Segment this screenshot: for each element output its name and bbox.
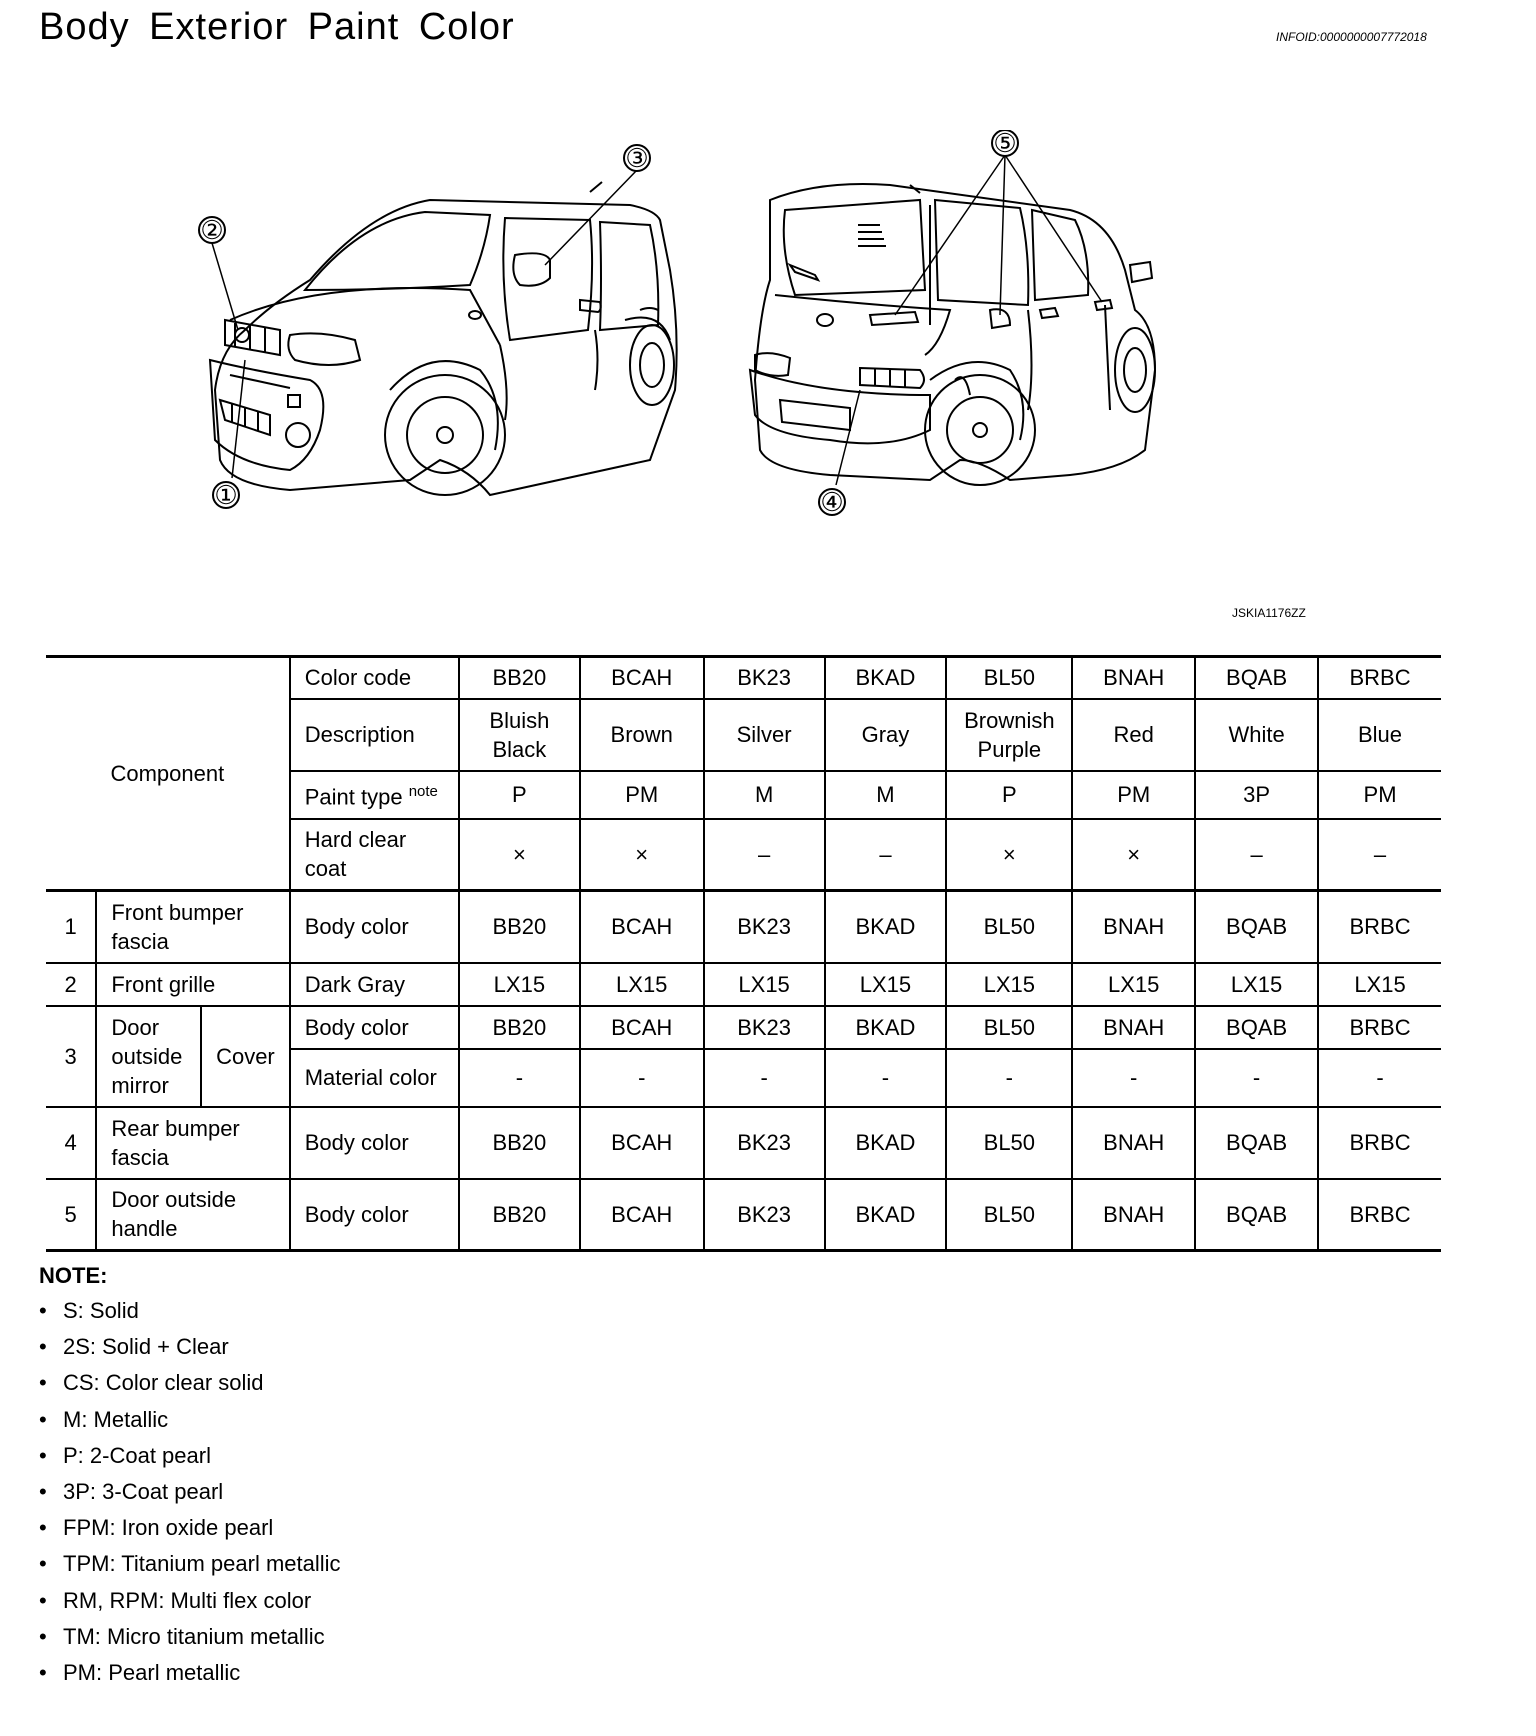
row-value: BK23 bbox=[704, 1107, 825, 1179]
svg-text:①: ① bbox=[214, 480, 238, 510]
row-value: BNAH bbox=[1072, 1006, 1195, 1049]
paint-type: P bbox=[946, 771, 1072, 819]
color-code: BB20 bbox=[459, 657, 580, 699]
notes-list bbox=[39, 1296, 341, 1694]
component-name: Rear bumper fascia bbox=[96, 1107, 289, 1179]
row-value: LX15 bbox=[1195, 963, 1318, 1006]
list-item: • FPM: Iron oxide pearl bbox=[39, 1513, 341, 1549]
hard-clear-coat: – bbox=[704, 819, 825, 891]
row-value: LX15 bbox=[704, 963, 825, 1006]
table-row bbox=[46, 891, 1441, 963]
color-description: White bbox=[1195, 699, 1318, 771]
row-value: BRBC bbox=[1318, 891, 1441, 963]
list-item: • P: 2-Coat pearl bbox=[39, 1441, 341, 1477]
row-attribute: Body color bbox=[290, 1179, 459, 1251]
row-value: - bbox=[1195, 1049, 1318, 1107]
list-item: • TPM: Titanium pearl metallic bbox=[39, 1549, 341, 1585]
hard-clear-label: Hard clear coat bbox=[290, 819, 459, 891]
color-code-label: Color code bbox=[290, 657, 459, 699]
front-view-car bbox=[210, 182, 677, 495]
row-value: BK23 bbox=[704, 891, 825, 963]
row-value: BCAH bbox=[580, 1179, 704, 1251]
svg-text:③: ③ bbox=[625, 143, 649, 173]
row-value: LX15 bbox=[459, 963, 580, 1006]
row-value: LX15 bbox=[580, 963, 704, 1006]
color-code: BL50 bbox=[946, 657, 1072, 699]
component-name: Door outside handle bbox=[96, 1179, 289, 1251]
hard-clear-coat: × bbox=[1072, 819, 1195, 891]
list-item: • S: Solid bbox=[39, 1296, 341, 1332]
paint-type-label bbox=[290, 771, 459, 819]
row-value: BCAH bbox=[580, 1107, 704, 1179]
component-number: 5 bbox=[46, 1179, 96, 1251]
row-value: BB20 bbox=[459, 1179, 580, 1251]
hard-clear-coat: × bbox=[580, 819, 704, 891]
color-description: Gray bbox=[825, 699, 947, 771]
row-value: BK23 bbox=[704, 1179, 825, 1251]
row-value: BNAH bbox=[1072, 891, 1195, 963]
component-number: 2 bbox=[46, 963, 96, 1006]
row-value: - bbox=[825, 1049, 947, 1107]
paint-type-note-sup: note bbox=[408, 783, 438, 801]
row-attribute: Material color bbox=[290, 1049, 459, 1107]
color-description: Brown bbox=[580, 699, 704, 771]
row-value: BKAD bbox=[825, 1006, 947, 1049]
note-heading: NOTE: bbox=[39, 1263, 108, 1288]
callout-2 bbox=[199, 215, 225, 245]
row-value: BCAH bbox=[580, 1006, 704, 1049]
row-value: BL50 bbox=[946, 891, 1072, 963]
hard-clear-coat: – bbox=[825, 819, 947, 891]
list-item: • CS: Color clear solid bbox=[39, 1368, 341, 1404]
row-value: BQAB bbox=[1195, 1179, 1318, 1251]
row-value: BQAB bbox=[1195, 1107, 1318, 1179]
row-value: BRBC bbox=[1318, 1006, 1441, 1049]
svg-text:②: ② bbox=[200, 215, 224, 245]
row-value: BQAB bbox=[1195, 891, 1318, 963]
row-attribute: Body color bbox=[290, 1107, 459, 1179]
row-value: - bbox=[946, 1049, 1072, 1107]
svg-text:⑤: ⑤ bbox=[993, 130, 1017, 158]
callout-5 bbox=[992, 130, 1018, 158]
color-code: BK23 bbox=[704, 657, 825, 699]
paint-type: PM bbox=[1072, 771, 1195, 819]
row-attribute: Body color bbox=[290, 891, 459, 963]
color-code: BNAH bbox=[1072, 657, 1195, 699]
paint-type: 3P bbox=[1195, 771, 1318, 819]
paint-type: P bbox=[459, 771, 580, 819]
table-row bbox=[46, 1006, 1441, 1049]
row-value: BNAH bbox=[1072, 1107, 1195, 1179]
hard-clear-coat: – bbox=[1318, 819, 1441, 891]
callout-leaders bbox=[212, 155, 1102, 485]
row-value: BRBC bbox=[1318, 1179, 1441, 1251]
row-value: BKAD bbox=[825, 1179, 947, 1251]
color-description: Blue bbox=[1318, 699, 1441, 771]
hard-clear-coat: × bbox=[946, 819, 1072, 891]
color-description: Bluish Black bbox=[459, 699, 580, 771]
row-value: BRBC bbox=[1318, 1107, 1441, 1179]
list-item: • RM, RPM: Multi flex color bbox=[39, 1586, 341, 1622]
color-code: BCAH bbox=[580, 657, 704, 699]
list-item: • PM: Pearl metallic bbox=[39, 1658, 341, 1694]
component-name: Front grille bbox=[96, 963, 289, 1006]
row-value: LX15 bbox=[1318, 963, 1441, 1006]
row-value: LX15 bbox=[825, 963, 947, 1006]
figure-id: JSKIA1176ZZ bbox=[1232, 606, 1306, 620]
row-value: BB20 bbox=[459, 891, 580, 963]
row-value: - bbox=[1318, 1049, 1441, 1107]
row-value: LX15 bbox=[946, 963, 1072, 1006]
component-name: Front bumper fascia bbox=[96, 891, 289, 963]
list-item: • 3P: 3-Coat pearl bbox=[39, 1477, 341, 1513]
row-attribute: Body color bbox=[290, 1006, 459, 1049]
row-value: BKAD bbox=[825, 891, 947, 963]
rear-view-car bbox=[750, 184, 1155, 485]
row-value: BL50 bbox=[946, 1179, 1072, 1251]
hard-clear-coat: – bbox=[1195, 819, 1318, 891]
vehicle-illustration bbox=[170, 130, 1350, 610]
hard-clear-coat: × bbox=[459, 819, 580, 891]
color-description: Brownish Purple bbox=[946, 699, 1072, 771]
color-code: BKAD bbox=[825, 657, 947, 699]
color-code: BQAB bbox=[1195, 657, 1318, 699]
component-number: 1 bbox=[46, 891, 96, 963]
row-value: BQAB bbox=[1195, 1006, 1318, 1049]
table-row bbox=[46, 963, 1441, 1006]
row-value: BCAH bbox=[580, 891, 704, 963]
component-subpart: Cover bbox=[201, 1006, 290, 1107]
row-value: BL50 bbox=[946, 1107, 1072, 1179]
list-item: • M: Metallic bbox=[39, 1405, 341, 1441]
row-value: - bbox=[704, 1049, 825, 1107]
component-number: 4 bbox=[46, 1107, 96, 1179]
callout-4 bbox=[819, 487, 845, 517]
row-value: LX15 bbox=[1072, 963, 1195, 1006]
paint-type-label-text: Paint type bbox=[304, 784, 403, 810]
row-value: BK23 bbox=[704, 1006, 825, 1049]
component-name: Door outside mirror bbox=[96, 1006, 201, 1107]
row-value: BKAD bbox=[825, 1107, 947, 1179]
paint-type: M bbox=[704, 771, 825, 819]
color-code: BRBC bbox=[1318, 657, 1441, 699]
svg-text:④: ④ bbox=[820, 487, 844, 517]
row-attribute: Dark Gray bbox=[290, 963, 459, 1006]
list-item: • 2S: Solid + Clear bbox=[39, 1332, 341, 1368]
list-item: • TM: Micro titanium metallic bbox=[39, 1622, 341, 1658]
row-value: BB20 bbox=[459, 1107, 580, 1179]
table-row bbox=[46, 1107, 1441, 1179]
callout-1 bbox=[213, 480, 239, 510]
row-value: BB20 bbox=[459, 1006, 580, 1049]
description-label: Description bbox=[290, 699, 459, 771]
row-value: - bbox=[580, 1049, 704, 1107]
page-title: Body Exterior Paint Color bbox=[39, 6, 515, 48]
row-value: - bbox=[459, 1049, 580, 1107]
row-value: BNAH bbox=[1072, 1179, 1195, 1251]
info-id: INFOID:0000000007772018 bbox=[1276, 30, 1427, 44]
callout-3 bbox=[624, 143, 650, 173]
paint-type: PM bbox=[1318, 771, 1441, 819]
component-number: 3 bbox=[46, 1006, 96, 1107]
paint-color-table bbox=[46, 655, 1441, 1252]
paint-type: M bbox=[825, 771, 947, 819]
row-value: BL50 bbox=[946, 1006, 1072, 1049]
component-header: Component bbox=[46, 657, 290, 891]
color-description: Silver bbox=[704, 699, 825, 771]
color-description: Red bbox=[1072, 699, 1195, 771]
row-value: - bbox=[1072, 1049, 1195, 1107]
paint-type: PM bbox=[580, 771, 704, 819]
table-row bbox=[46, 1179, 1441, 1251]
